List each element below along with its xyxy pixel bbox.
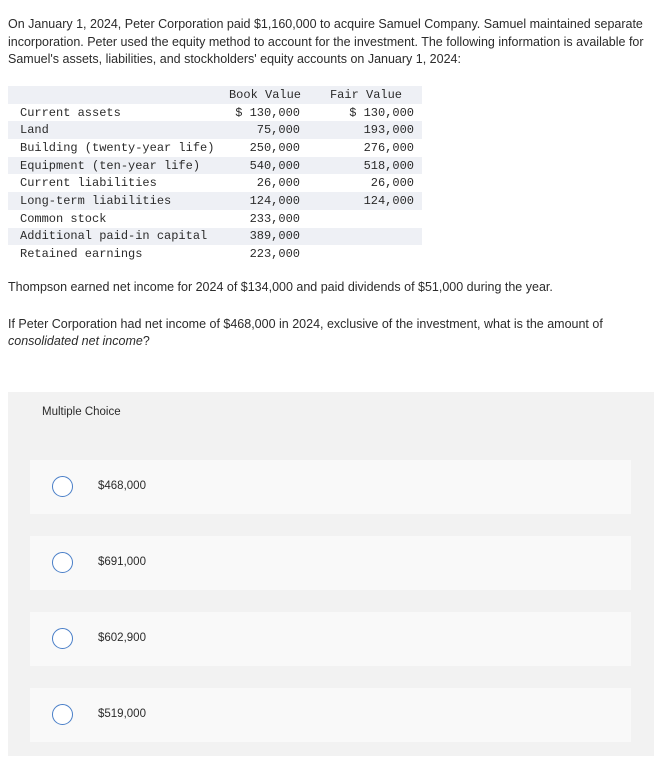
table-row [8,228,422,246]
multiple-choice-panel [8,392,654,756]
row-book-value: 233,000 [249,211,300,226]
row-label: Additional paid-in capital [8,228,220,246]
table-row [8,157,422,175]
choice-option-3[interactable] [30,612,631,666]
row-label: Long-term liabilities [8,192,220,210]
row-fair-value: 26,000 [370,176,414,191]
row-book-value: 223,000 [249,247,300,262]
row-book-value: 75,000 [220,121,310,139]
row-fair-value: 193,000 [310,121,422,139]
row-label: Building (twenty-year life) [20,140,215,155]
choice-option-2[interactable] [30,536,631,590]
row-book-value: $ 130,000 [235,105,300,120]
row-book-value: 389,000 [220,228,310,246]
row-book-value: 540,000 [220,157,310,175]
row-fair-value [310,228,422,246]
choice-label: $691,000 [98,556,146,568]
row-fair-value [310,210,422,228]
row-fair-value: $ 130,000 [349,105,414,120]
prompt-emphasis: consolidated net income [8,334,143,348]
table-row [8,210,422,228]
row-fair-value: 276,000 [363,140,414,155]
prompt-end: ? [142,334,150,348]
multiple-choice-title: Multiple Choice [42,406,121,418]
table-header-row [8,86,422,104]
choice-label: $519,000 [98,708,146,720]
row-fair-value: 518,000 [310,157,422,175]
table-row [8,104,422,122]
row-fair-value [310,245,422,263]
radio-button-icon[interactable] [52,628,73,649]
choice-label: $468,000 [98,480,146,492]
row-book-value: 124,000 [220,192,310,210]
row-label: Current liabilities [20,176,157,191]
prompt-text: If Peter Corporation had net income of $468,000 in 2024, exclusive of the investment, what is the amount of [8,317,603,331]
table-row [8,139,422,157]
header-fair-value: Fair Value [310,86,422,104]
row-book-value: 250,000 [249,140,300,155]
row-label: Retained earnings [20,247,143,262]
table-row [8,121,422,139]
row-label: Land [8,121,220,139]
row-label: Equipment (ten-year life) [8,157,220,175]
choice-option-4[interactable] [30,688,631,742]
row-label: Common stock [20,211,107,226]
choice-label: $602,900 [98,632,146,644]
row-book-value: 26,000 [256,176,300,191]
header-label [8,86,220,104]
header-book-value: Book Value [220,86,310,104]
radio-button-icon[interactable] [52,704,73,725]
question-prompt [8,316,658,350]
table-row [8,192,422,210]
radio-button-icon[interactable] [52,552,73,573]
row-fair-value: 124,000 [310,192,422,210]
choice-option-1[interactable] [30,460,631,514]
table-row [8,174,422,192]
question-intro: On January 1, 2024, Peter Corporation paid $1,160,000 to acquire Samuel Company. Samuel maintained separate incorporation. Peter used the equity method to account for the investment. The following information is available for Samuel's assets, liabilities, and stockholders' equity accounts on January 1, 2024: [8,17,644,66]
table-row [8,245,422,263]
question-paragraph-1: Thompson earned net income for 2024 of $134,000 and paid dividends of $51,000 during the year. [8,280,553,294]
row-label: Current assets [20,105,121,120]
radio-button-icon[interactable] [52,476,73,497]
financial-table [8,86,422,263]
